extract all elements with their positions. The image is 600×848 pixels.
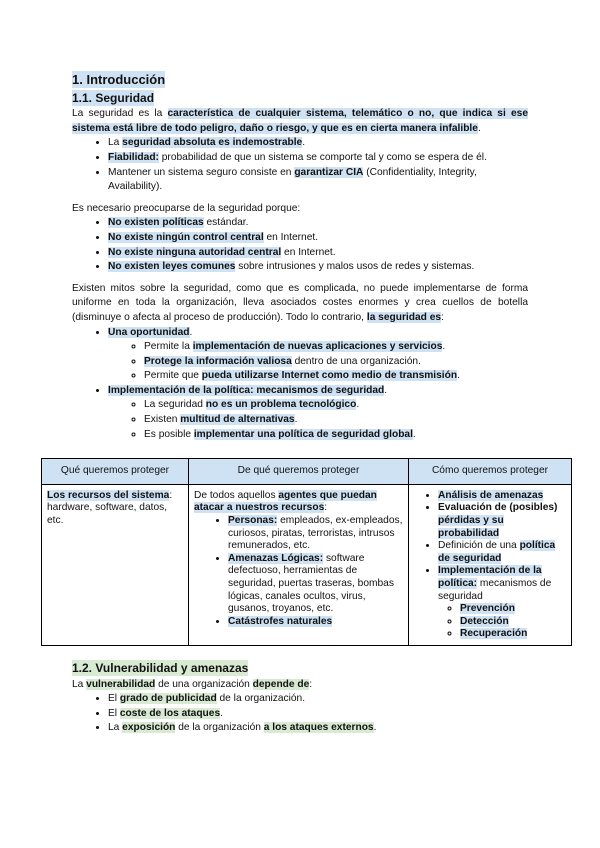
list-item: • Mantener un sistema seguro consiste en garantizar CIA (Confidentiality, Integrity, Availability).	[108, 166, 528, 195]
list-item: • Evaluación de (posibles) pérdidas y su probabilidad	[438, 502, 566, 540]
list-item: • No existe ningún control central en Internet.	[108, 231, 528, 246]
list-item: • Catástrofes naturales	[228, 616, 403, 629]
list-item: • Análisis de amenazas	[438, 490, 566, 503]
heading-introduccion: 1. Introducción	[72, 72, 166, 87]
list-item: • Fiabilidad: probabilidad de que un sistema se comporte tal y como se espera de él.	[108, 151, 528, 166]
list-item: • Definición de una política de seguridad	[438, 540, 566, 565]
list-item: ◦ Permite la implementación de nuevas aplicaciones y servicios.	[144, 340, 528, 355]
list-agentes	[194, 515, 403, 628]
heading-seguridad: 1.1. Seguridad	[72, 90, 155, 105]
sublist-oportunidad	[108, 340, 528, 384]
list-item: ◦ La seguridad no es un problema tecnológico.	[144, 398, 528, 413]
list-item: ◦ Existen multitud de alternativas.	[144, 413, 528, 428]
list-item: • No existe ninguna autoridad central en Internet.	[108, 246, 528, 261]
list-item: ◦ Prevención	[460, 603, 566, 616]
header-de-que: De qué queremos proteger	[189, 459, 409, 485]
cell-de-que: De todos aquellos agentes que puedan atacar a nuestros recursos: • Personas: empleados, ex-empleados, curiosos, piratas, terroristas, intrusos remunerados, etc. • Amenazas Lógicas: software defectuoso, herramientas de seguridad, puertas traseras, bombas lógicas, canales ocultos, virus, gusanos, troyanos, etc. • Catástrofes naturales	[189, 484, 409, 645]
table-header-row	[42, 459, 572, 485]
list-razones	[72, 216, 528, 274]
list-item: • La seguridad absoluta es indemostrable.	[108, 136, 528, 151]
proteger-table	[41, 458, 572, 646]
list-item: • El grado de publicidad de la organización.	[108, 692, 528, 707]
sublist-implementacion	[108, 398, 528, 442]
list-item: ◦ Recuperación	[460, 628, 566, 641]
document-content	[47, 71, 558, 736]
paragraph-preocuparse: Es necesario preocuparse de la seguridad porque:	[72, 202, 301, 214]
list-como	[414, 490, 566, 641]
cell-como	[409, 484, 572, 645]
list-item: ◦ Permite que pueda utilizarse Internet como medio de transmisión.	[144, 369, 528, 384]
list-item: • Personas: empleados, ex-empleados, curiosos, piratas, terroristas, intrusos remunerados, etc.	[228, 515, 403, 553]
list-item: • Una oportunidad. ◦ Permite la implementación de nuevas aplicaciones y servicios. ◦ Protege la información valiosa dentro de una organización. ◦ Permite que pueda utilizarse Internet como medio de transmisión.	[108, 326, 528, 384]
list-item: • No existen políticas estándar.	[108, 216, 528, 231]
paragraph-vulnerabilidad: La vulnerabilidad de una organización depende de:	[72, 678, 313, 690]
sublist-mecanismos	[438, 603, 566, 641]
list-item: • Amenazas Lógicas: software defectuoso, herramientas de seguridad, puertas traseras, bombas lógicas, canales ocultos, virus, gusanos, troyanos, etc.	[228, 553, 403, 616]
table-row	[42, 484, 572, 645]
list-seguridad-facts	[72, 136, 528, 194]
list-item: ◦ Detección	[460, 616, 566, 629]
list-la-seguridad-es	[72, 326, 528, 443]
list-item: • El coste de los ataques.	[108, 707, 528, 722]
header-que: Qué queremos proteger	[42, 459, 189, 485]
list-item: • Implementación de la política: mecanismos de seguridad ◦ Prevención ◦ Detección ◦ Recuperación	[438, 565, 566, 641]
list-item: • Implementación de la política: mecanismos de seguridad. ◦ La seguridad no es un problema tecnológico. ◦ Existen multitud de alternativas. ◦ Es posible implementar una política de seguridad global.	[108, 384, 528, 442]
list-item: ◦ Es posible implementar una política de seguridad global.	[144, 428, 528, 443]
list-item: • La exposición de la organización a los ataques externos.	[108, 721, 528, 736]
paragraph-mitos: Existen mitos sobre la seguridad, como que es complicada, no puede implementarse de forma uniforme en toda la organización, lleva asociados costes enormes y crea cuellos de botella (disminuye o afecta al proceso de producción). Todo lo contrario, la seguridad es:	[72, 282, 528, 323]
paragraph-definicion: La seguridad es la característica de cualquier sistema, telemático o no, que indica si ese sistema está libre de todo peligro, daño o riesgo, y que es en cierta manera infalible.	[72, 108, 528, 134]
list-item: ◦ Protege la información valiosa dentro de una organización.	[144, 355, 528, 370]
list-item: • No existen leyes comunes sobre intrusiones y malos usos de redes y sistemas.	[108, 260, 528, 275]
header-como: Cómo queremos proteger	[409, 459, 572, 485]
heading-vulnerabilidad: 1.2. Vulnerabilidad y amenazas	[72, 660, 249, 675]
list-vulnerabilidad	[72, 692, 528, 736]
cell-que: Los recursos del sistema: hardware, software, datos, etc.	[42, 484, 189, 645]
